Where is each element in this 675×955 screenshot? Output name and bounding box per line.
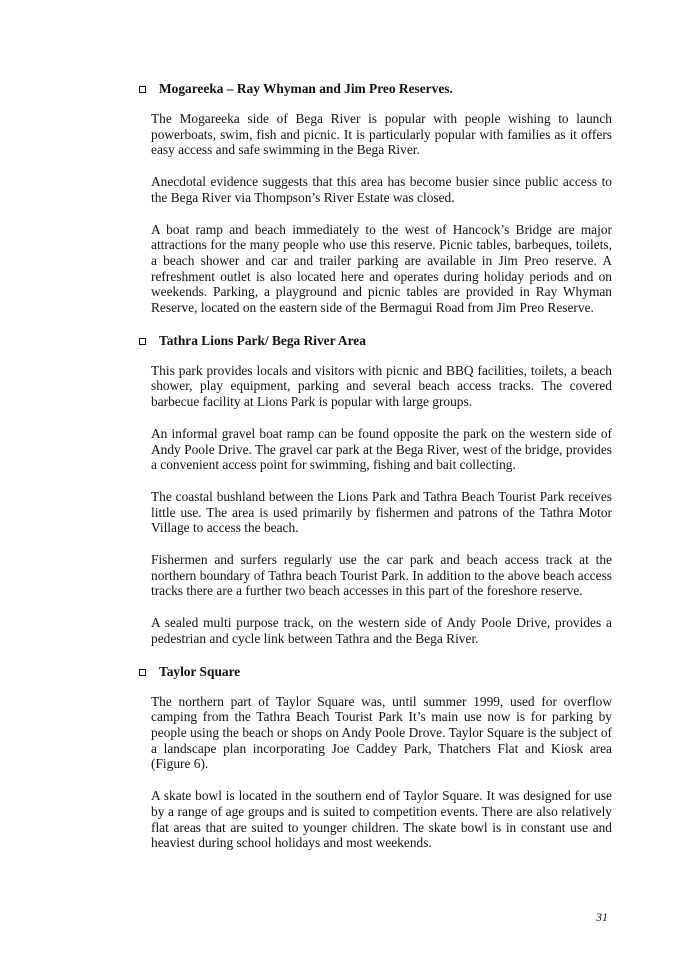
section-heading: [139, 80, 612, 97]
paragraph: An informal gravel boat ramp can be found opposite the park on the western side of Andy Poole Drive. The gravel car park at the Bega River, west of the bridge, provides a convenient access point for swimming, fishing and bait collecting.: [151, 425, 612, 473]
checkbox-bullet-icon: [139, 338, 146, 345]
section-heading-text: Tathra Lions Park/ Bega River Area: [159, 332, 366, 348]
section-taylor-square: [151, 663, 612, 851]
page-number: 31: [596, 910, 608, 924]
section-mogareeka: [151, 80, 612, 316]
section-heading-text: Mogareeka – Ray Whyman and Jim Preo Reserves.: [159, 81, 453, 96]
paragraph: Fishermen and surfers regularly use the car park and beach access track at the northern boundary of Tathra beach Tourist Park. In addition to the above beach access tracks there are a further two beach accesses in this part of the foreshore reserve.: [151, 552, 612, 599]
paragraph: The northern part of Taylor Square was, until summer 1999, used for overflow camping from the Tathra Beach Tourist Park It’s main use now is for parking by people using the beach or shops on Andy Poole Drove. Taylor Square is the subject of a landscape plan incorporating Joe Caddey Park, Thatchers Flat and Kiosk area (Figure 6).: [151, 693, 612, 772]
paragraph: This park provides locals and visitors with picnic and BBQ facilities, toilets, a beach shower, play equipment, parking and several beach access tracks. The covered barbecue facility at Lions Park is popular with large groups.: [151, 362, 612, 410]
paragraph: The coastal bushland between the Lions Park and Tathra Beach Tourist Park receives little use. The area is used primarily by fishermen and patrons of the Tathra Motor Village to access the beach.: [151, 488, 612, 536]
section-tathra-lions-park: [151, 332, 612, 647]
page-content: [151, 80, 612, 867]
checkbox-bullet-icon: [139, 86, 146, 93]
section-heading-text: Taylor Square: [159, 663, 241, 679]
paragraph: A skate bowl is located in the southern end of Taylor Square. It was designed for use by a range of age groups and is suited to competition events. There are also relatively flat areas that are suited to younger children. The skate bowl is in constant use and heaviest during school holidays and most weekends.: [151, 788, 612, 851]
paragraph: Anecdotal evidence suggests that this area has become busier since public access to the Bega River via Thompson’s River Estate was closed.: [151, 174, 612, 205]
checkbox-bullet-icon: [139, 669, 146, 676]
paragraph: A sealed multi purpose track, on the western side of Andy Poole Drive, provides a pedestrian and cycle link between Tathra and the Bega River.: [151, 615, 612, 646]
section-heading: [139, 332, 612, 349]
paragraph: A boat ramp and beach immediately to the west of Hancock’s Bridge are major attractions for the many people who use this reserve. Picnic tables, barbeques, toilets, a beach shower and car and trailer parking are available in Jim Preo reserve. A refreshment outlet is also located here and operates during holiday periods and on weekends. Parking, a playground and picnic tables are provided in Ray Whyman Reserve, located on the eastern side of the Bermagui Road from Jim Preo Reserve.: [151, 221, 612, 316]
paragraph: The Mogareeka side of Bega River is popular with people wishing to launch powerboats, swim, fish and picnic. It is particularly popular with families as it offers easy access and safe swimming in the Bega River.: [151, 111, 612, 158]
section-heading: [139, 663, 612, 680]
